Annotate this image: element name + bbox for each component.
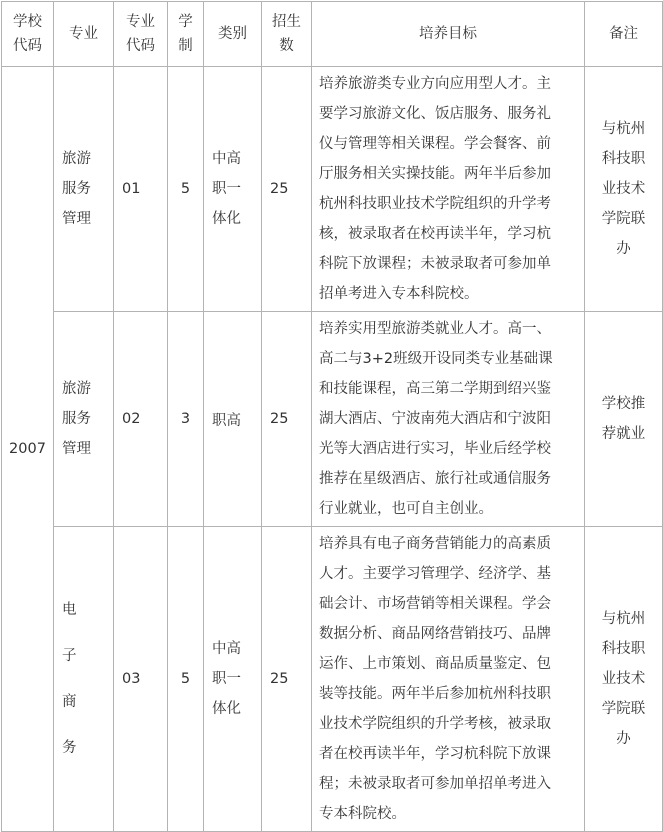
enrollment-table [1,1,663,832]
category-cell: 职高 [204,312,262,527]
duration-cell: 3 [168,312,204,527]
header-note: 备注 [585,2,663,67]
enrollment-cell: 25 [262,67,312,312]
duration-cell: 5 [168,67,204,312]
category-cell: 中高 职一 体化 [204,527,262,832]
major-code-cell: 03 [114,527,168,832]
goal-cell: 培养具有电子商务营销能力的高素质 人才。主要学习管理学、经济学、基 础会计、市场营销等相关课程。学会 数据分析、商品网络营销技巧、品牌 运作、上市策划、商品质量鉴定、包 装等技能。两年半后参加杭州科技职 业技术学院组织的升学考核，被录取 者在校再读半年，学习杭科院下放课 程；未被录取者可参加单招单考进入 专本科院校。 [312,527,585,832]
note-cell: 学校推 荐就业 [585,312,663,527]
table-row [2,67,663,312]
major-code-cell: 01 [114,67,168,312]
duration-cell: 5 [168,527,204,832]
table-row [2,312,663,527]
header-major: 专业 [54,2,114,67]
header-duration: 学 制 [168,2,204,67]
enrollment-cell: 25 [262,527,312,832]
header-goal: 培养目标 [312,2,585,67]
goal-cell: 培养旅游类专业方向应用型人才。主 要学习旅游文化、饭店服务、服务礼 仪与管理等相关课程。学会餐客、前 厅服务相关实操技能。两年半后参加 杭州科技职业技术学院组织的升学考 核，被录取者在校再读半年，学习杭 科院下放课程；未被录取者可参加单 招单考进入专本科院校。 [312,67,585,312]
note-cell: 与杭州 科技职 业技术 学院联 办 [585,527,663,832]
enrollment-cell: 25 [262,312,312,527]
table-row [2,527,663,832]
goal-cell: 培养实用型旅游类就业人才。高一、 高二与3+2班级开设同类专业基础课 和技能课程，高三第二学期到绍兴鉴 湖大酒店、宁波南苑大酒店和宁波阳 光等大酒店进行实习，毕业后经学校 推荐在星级酒店、旅行社或通信服务 行业就业，也可自主创业。 [312,312,585,527]
header-row [2,2,663,67]
note-cell: 与杭州 科技职 业技术 学院联 办 [585,67,663,312]
header-school-code: 学校 代码 [2,2,54,67]
major-cell: 旅游 服务 管理 [54,67,114,312]
header-category: 类别 [204,2,262,67]
major-cell: 电 子 商 务 [54,527,114,832]
category-cell: 中高 职一 体化 [204,67,262,312]
header-enrollment: 招生 数 [262,2,312,67]
major-code-cell: 02 [114,312,168,527]
major-cell: 旅游 服务 管理 [54,312,114,527]
school-code-cell: 2007 [2,67,54,832]
header-major-code: 专业 代码 [114,2,168,67]
